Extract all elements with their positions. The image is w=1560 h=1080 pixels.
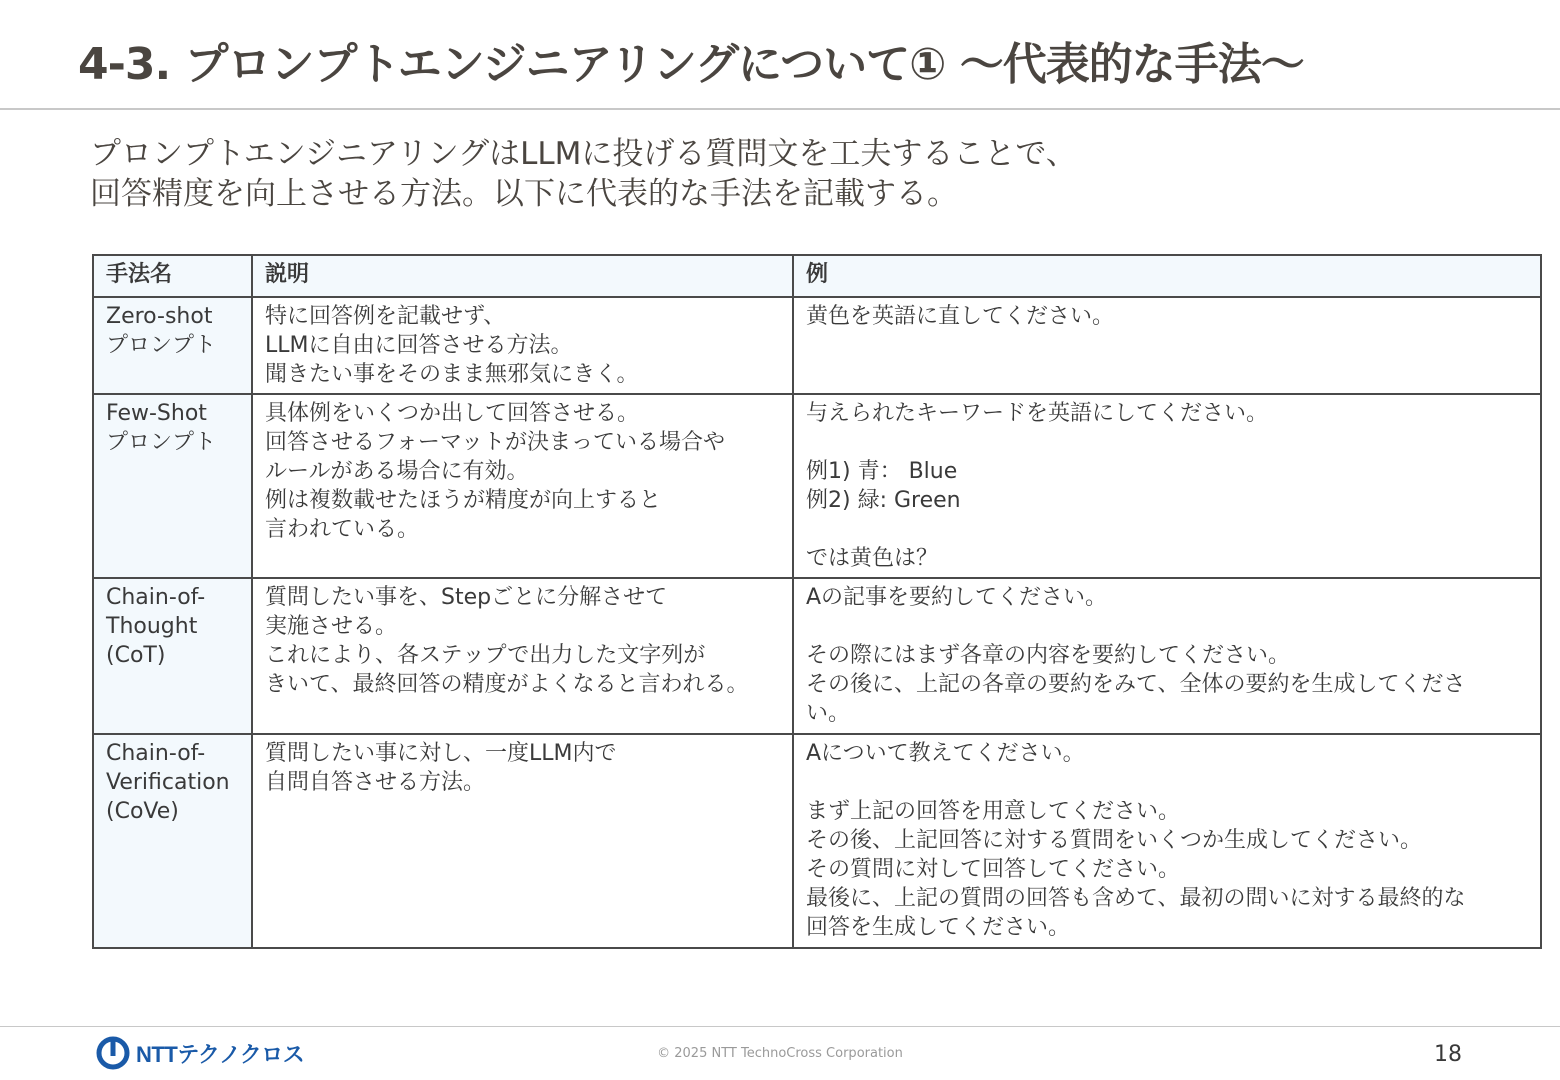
cell-line: LLMに自由に回答させる方法。	[265, 333, 573, 358]
cell-line: 例1) 青： Blue	[806, 459, 958, 484]
description-cell	[252, 734, 793, 948]
header-method-name: 手法名	[93, 255, 252, 297]
cell-line: プロンプト	[106, 333, 217, 358]
description-cell	[252, 394, 793, 578]
method-name-cell	[93, 394, 252, 578]
table-row	[93, 734, 1541, 948]
cell-line: 回答を生成してください。	[806, 915, 1071, 940]
cell-line: 黄色を英語に直してください。	[806, 304, 1115, 329]
intro-line: プロンプトエンジニアリングはLLMに投げる質問文を工夫することで、	[90, 136, 1077, 172]
intro-line: 回答精度を向上させる方法。以下に代表的な手法を記載する。	[90, 176, 958, 212]
cell-line: (CoVe)	[106, 799, 179, 824]
cell-line: 実施させる。	[265, 614, 398, 639]
cell-line: 聞きたい事をそのまま無邪気にきく。	[265, 362, 639, 387]
cell-line: 例2) 緑: Green	[806, 488, 961, 513]
methods-table	[92, 254, 1542, 949]
cell-line: Aの記事を要約してください。	[806, 585, 1108, 610]
cell-line	[806, 515, 1528, 544]
page-number: 18	[1434, 1042, 1462, 1067]
copyright-text: © 2025 NTT TechnoCross Corporation	[657, 1046, 903, 1061]
cell-line: まず上記の回答を用意してください。	[806, 799, 1181, 824]
method-name-cell	[93, 297, 252, 394]
cell-line: ルールがある場合に有効。	[265, 459, 529, 484]
title-divider	[0, 108, 1560, 110]
table-body	[93, 297, 1541, 948]
cell-line: Chain-of-	[106, 741, 206, 766]
cell-line	[806, 768, 1528, 797]
method-name-cell	[93, 734, 252, 948]
cell-line: Chain-of-	[106, 585, 206, 610]
footer-divider	[0, 1026, 1560, 1027]
cell-line: その後、上記回答に対する質問をいくつか生成してください。	[806, 828, 1423, 853]
cell-line: 質問したい事に対し、一度LLM内で	[265, 741, 617, 766]
cell-line: 特に回答例を記載せず、	[265, 304, 506, 329]
example-cell	[793, 734, 1541, 948]
cell-line: 具体例をいくつか出して回答させる。	[265, 401, 640, 426]
description-cell	[252, 578, 793, 734]
cell-line: プロンプト	[106, 430, 217, 455]
cell-line	[806, 428, 1528, 457]
table-row	[93, 297, 1541, 394]
cell-line: Thought	[106, 614, 198, 639]
cell-line: 回答させるフォーマットが決まっている場合や	[265, 430, 726, 455]
cell-line: 最後に、上記の質問の回答も含めて、最初の問いに対する最終的な	[806, 886, 1466, 911]
cell-line: (CoT)	[106, 643, 166, 668]
cell-line: Zero-shot	[106, 304, 213, 329]
slide-title: 4-3. プロンプトエンジニアリングについて① 〜代表的な手法〜	[78, 39, 1304, 90]
intro-text	[90, 134, 1490, 214]
table-row	[93, 578, 1541, 734]
cell-line: その質問に対して回答してください。	[806, 857, 1181, 882]
cell-line: 言われている。	[265, 517, 420, 542]
cell-line: 与えられたキーワードを英語にしてください。	[806, 401, 1269, 426]
cell-line: その後に、上記の各章の要約をみて、全体の要約を生成してくださ	[806, 672, 1466, 697]
cell-line	[806, 612, 1528, 641]
cell-line: Aについて教えてください。	[806, 741, 1085, 766]
logo-text: NTTテクノクロス	[136, 1041, 305, 1067]
table-header-row	[93, 255, 1541, 297]
cell-line: これにより、各ステップで出力した文字列が	[265, 643, 706, 668]
cell-line: きいて、最終回答の精度がよくなると言われる。	[265, 672, 749, 697]
header-example: 例	[793, 255, 1541, 297]
cell-line: では黄色は？	[806, 546, 939, 571]
cell-line: 質問したい事を、Stepごとに分解させて	[265, 585, 668, 610]
cell-line: 例は複数載せたほうが精度が向上すると	[265, 488, 662, 513]
example-cell	[793, 578, 1541, 734]
cell-line: Few-Shot	[106, 401, 207, 426]
cell-line: その際にはまず各章の内容を要約してください。	[806, 643, 1291, 668]
header-description: 説明	[252, 255, 793, 297]
description-cell	[252, 297, 793, 394]
method-name-cell	[93, 578, 252, 734]
cell-line: い。	[806, 701, 851, 726]
example-cell	[793, 297, 1541, 394]
table-row	[93, 394, 1541, 578]
cell-line: 自問自答させる方法。	[265, 770, 486, 795]
example-cell	[793, 394, 1541, 578]
cell-line: Verification	[106, 770, 230, 795]
